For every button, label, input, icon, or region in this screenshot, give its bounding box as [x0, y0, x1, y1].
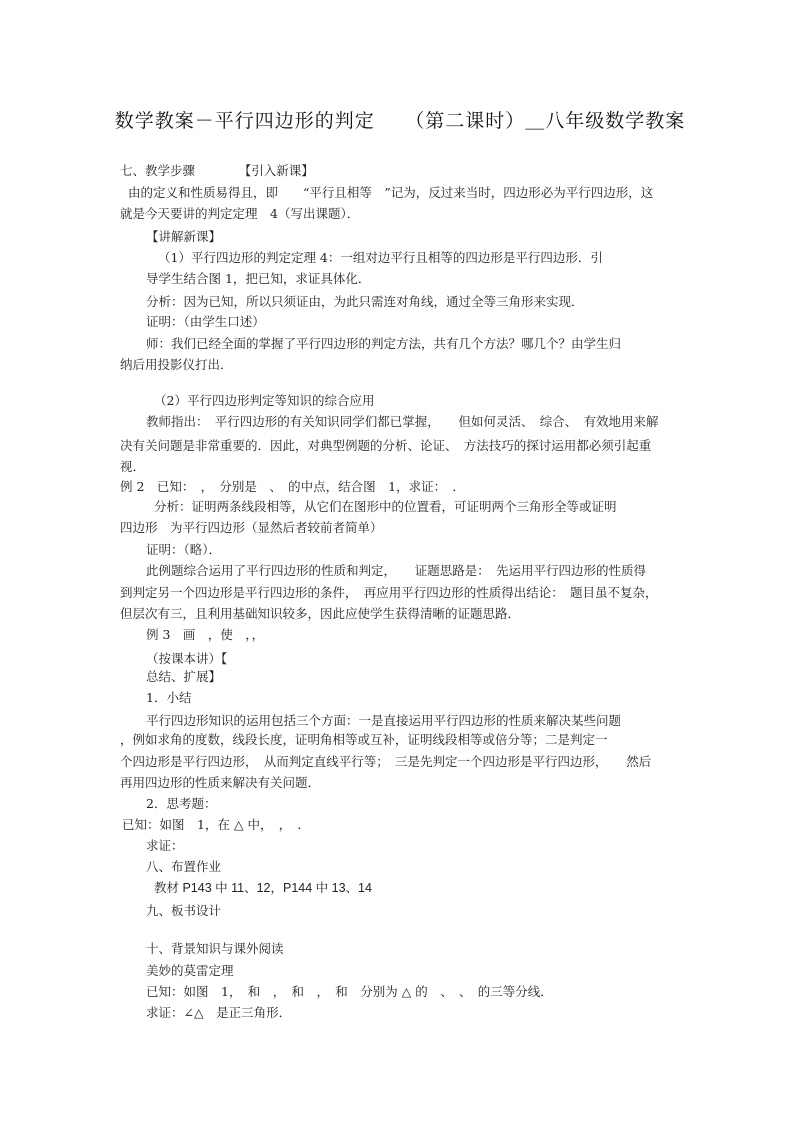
section-background-reading: 十、背景知识与课外阅读 — [146, 941, 284, 956]
paragraph-line: 师：我们已经全面的掌握了平行四边形的判定方法，共有几个方法？哪几个？由学生归 — [146, 336, 622, 351]
subsection-heading: 2．思考题： — [146, 796, 217, 811]
paragraph-line: 视． — [120, 459, 146, 474]
document-title: 数学教案－平行四边形的判定 （第二课时）＿八年级数学教案 — [114, 110, 686, 132]
section-teaching-steps: 七、教学步骤 【引入新课】 — [120, 163, 314, 178]
homework-assignment: 教材 P143 中 11、12，P144 中 13、14 — [154, 881, 372, 895]
section-board-design: 九、板书设计 — [146, 903, 222, 918]
paragraph-line: 分析：因为已知，所以只须证由，为此只需连对角线，通过全等三角形来实现． — [146, 294, 584, 309]
paragraph-line: 证明：（由学生口述） — [146, 314, 265, 329]
paragraph-line: （1）平行四边形的判定定理 4：一组对边平行且相等的四边形是平行四边形．引 — [158, 250, 603, 265]
paragraph-line: 分析：证明两条线段相等，从它们在图形中的位置看，可证明两个三角形全等或证明 — [154, 499, 617, 514]
paragraph-line: 再用四边形的性质来解决有关问题． — [120, 775, 321, 790]
paragraph-line: 已知：如图 1，在 △ 中， ， ． — [122, 817, 311, 832]
paragraph-line: ，例如求角的度数，线段长度，证明角相等或互补，证明线段相等或倍分等；二是判定一 — [120, 732, 608, 747]
paragraph-line: 例 3 画 ，使 ，， — [146, 627, 265, 642]
paragraph-line: 但层次有三，且利用基础知识较多，因此应使学生获得清晰的证题思路． — [120, 606, 521, 621]
section-heading: 【讲解新课】 — [146, 229, 222, 244]
paragraph-line: 四边形 为平行四边形（显然后者较前者简单） — [120, 520, 383, 535]
paragraph-line: 例 2 已知： ， 分别是 、 的中点，结合图 1，求证： ． — [120, 479, 465, 494]
paragraph-line: 教师指出： 平行四边形的有关知识同学们都已掌握， 但如何灵活、 综合、 有效地用来解 — [146, 414, 659, 429]
section-heading: 总结、扩展】 — [146, 669, 222, 684]
paragraph-line: 平行四边形知识的运用包括三个方面：一是直接运用平行四边形的性质来解决某些问题 — [146, 713, 622, 728]
paragraph-line: 求证： — [146, 838, 184, 853]
paragraph-line: （按课本讲）【 — [146, 651, 228, 666]
subsection-heading: 1．小结 — [146, 690, 192, 705]
paragraph-line: 美妙的莫雷定理 — [146, 963, 234, 978]
paragraph-line: 已知：如图 1， 和 ， 和 ， 和 分别为 △ 的 、 、 的三等分线． — [146, 984, 553, 999]
paragraph-line: 决有关问题是非常重要的．因此，对典型例题的分析、论证、 方法技巧的探讨运用都必须引起重 — [120, 438, 652, 453]
paragraph-line: 证明：（略）． — [146, 542, 222, 557]
paragraph-line: 个四边形是平行四边形， 从而判定直线平行等； 三是先判定一个四边形是平行四边形， 然后 — [120, 754, 652, 769]
paragraph-line: 求证：∠△ 是正三角形． — [146, 1005, 292, 1020]
paragraph-line: 就是今天要讲的判定定理 4（写出课题）． — [120, 206, 360, 221]
paragraph-line: 纳后用投影仪打出． — [120, 357, 233, 372]
paragraph-line: 由的定义和性质易得且，即 “平行且相等 ”记为，反过来当时，四边形必为平行四边形，这 — [128, 185, 654, 200]
paragraph-line: 到判定另一个四边形是平行四边形的条件， 再应用平行四边形的性质得出结论： 题目虽不复杂， — [120, 585, 658, 600]
section-heading: （2）平行四边形判定等知识的综合应用 — [154, 393, 375, 408]
section-homework: 八、布置作业 — [146, 859, 222, 874]
paragraph-line: 此例题综合运用了平行四边形的性质和判定， 证题思路是： 先运用平行四边形的性质得 — [146, 563, 647, 578]
paragraph-line: 导学生结合图 1，把已知，求证具体化． — [146, 271, 371, 286]
